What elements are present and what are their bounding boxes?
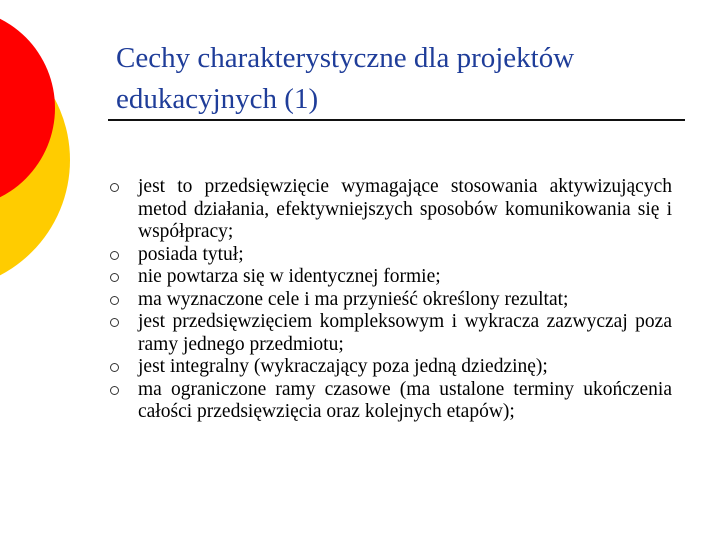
bullet-item: [110, 379, 672, 424]
hollow-circle-icon: [110, 318, 119, 327]
bullet-item: [110, 176, 672, 244]
bullet-text: posiada tytuł;: [138, 243, 244, 265]
hollow-circle-icon: [110, 183, 119, 192]
bullet-item: [110, 311, 672, 356]
bullet-list: [110, 176, 672, 424]
bullet-item: [110, 356, 672, 379]
bullet-text: nie powtarza się w identycznej formie;: [138, 266, 441, 287]
slide-title: Cechy charakterystyczne dla projektów edukacyjnych (1): [116, 42, 575, 115]
hollow-circle-icon: [110, 251, 119, 260]
hollow-circle-icon: [110, 273, 119, 282]
hollow-circle-icon: [110, 386, 119, 395]
bullet-text: ma wyznaczone cele i ma przynieść określony rezultat;: [138, 288, 569, 310]
hollow-circle-icon: [110, 363, 119, 372]
bullet-text: jest to przedsięwzięcie wymagające stosowania aktywizujących metod działania, efektywniejszych sposobów komunikowania się i współpracy;: [138, 176, 672, 242]
bullet-item: [110, 244, 672, 267]
bullet-item: [110, 266, 672, 289]
bullet-item: [110, 289, 672, 312]
title-divider: [108, 119, 685, 121]
bullet-text: ma ograniczone ramy czasowe (ma ustalone terminy ukończenia całości przedsięwzięcia oraz kolejnych etapów);: [138, 378, 672, 422]
hollow-circle-icon: [110, 296, 119, 305]
bullet-text: jest integralny (wykraczający poza jedną dziedzinę);: [138, 356, 548, 377]
bullet-text: jest przedsięwzięciem kompleksowym i wykracza zazwyczaj poza ramy jednego przedmiotu;: [138, 311, 672, 355]
decorative-circles: [0, 0, 120, 300]
